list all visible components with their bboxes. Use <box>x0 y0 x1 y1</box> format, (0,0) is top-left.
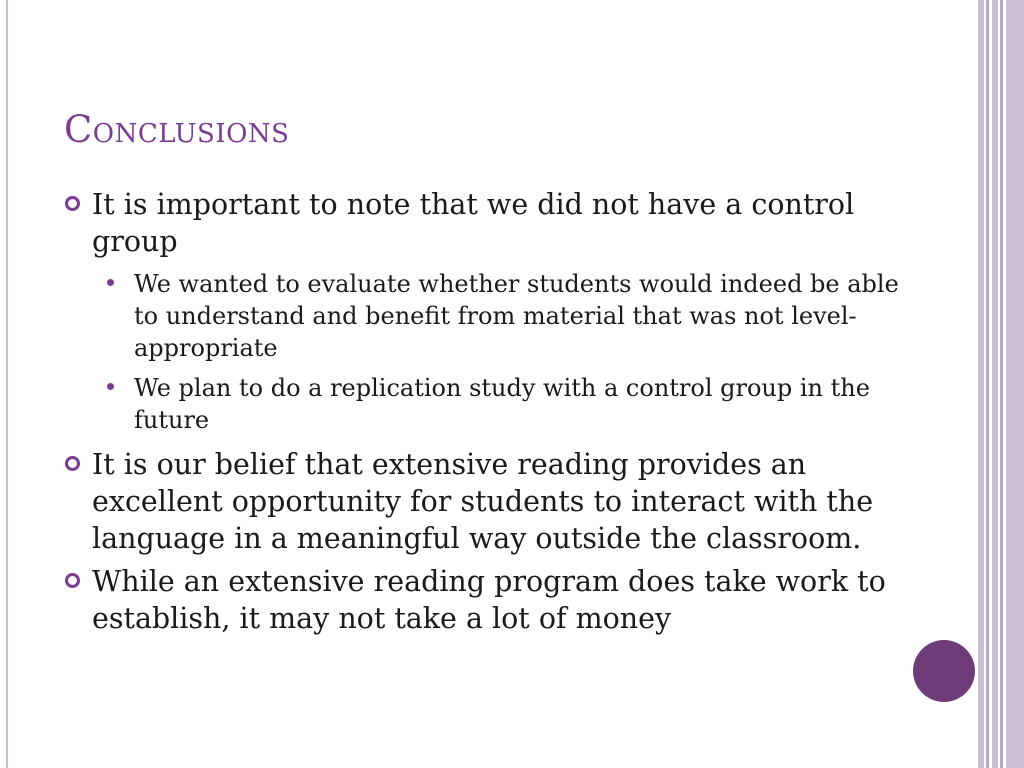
right-decorative-band <box>1000 0 1003 768</box>
bullet-text: While an extensive reading program does take work to establish, it may not take a lot of money <box>92 565 886 635</box>
bullet-item <box>62 563 902 637</box>
bullet-text: It is important to note that we did not have a control group <box>92 188 855 258</box>
ring-bullet-icon <box>65 456 80 471</box>
bullet-item <box>62 446 902 557</box>
right-decorative-band <box>1006 0 1024 768</box>
bullet-text: It is our belief that extensive reading provides an excellent opportunity for students to interact with the language in a meaningful way outside the classroom. <box>92 448 874 555</box>
right-decorative-band <box>978 0 984 768</box>
slide-title: Conclusions <box>64 108 290 151</box>
right-decorative-band <box>986 0 989 768</box>
ring-bullet-icon <box>65 573 80 588</box>
right-decorative-band <box>992 0 998 768</box>
left-border-line <box>6 0 8 768</box>
subbullet-text: We plan to do a replication study with a control group in the future <box>134 374 870 434</box>
ring-bullet-icon <box>65 196 80 211</box>
bullet-item <box>62 186 902 436</box>
subbullet-list <box>92 268 902 436</box>
subbullet-text: We wanted to evaluate whether students would indeed be able to understand and benefit from material that was not level-appropriate <box>134 270 899 362</box>
subbullet-item <box>92 372 902 436</box>
dot-bullet-icon <box>107 383 114 390</box>
dot-bullet-icon <box>107 279 114 286</box>
subbullet-item <box>92 268 902 364</box>
decorative-circle <box>913 640 975 702</box>
slide-content <box>62 186 902 643</box>
